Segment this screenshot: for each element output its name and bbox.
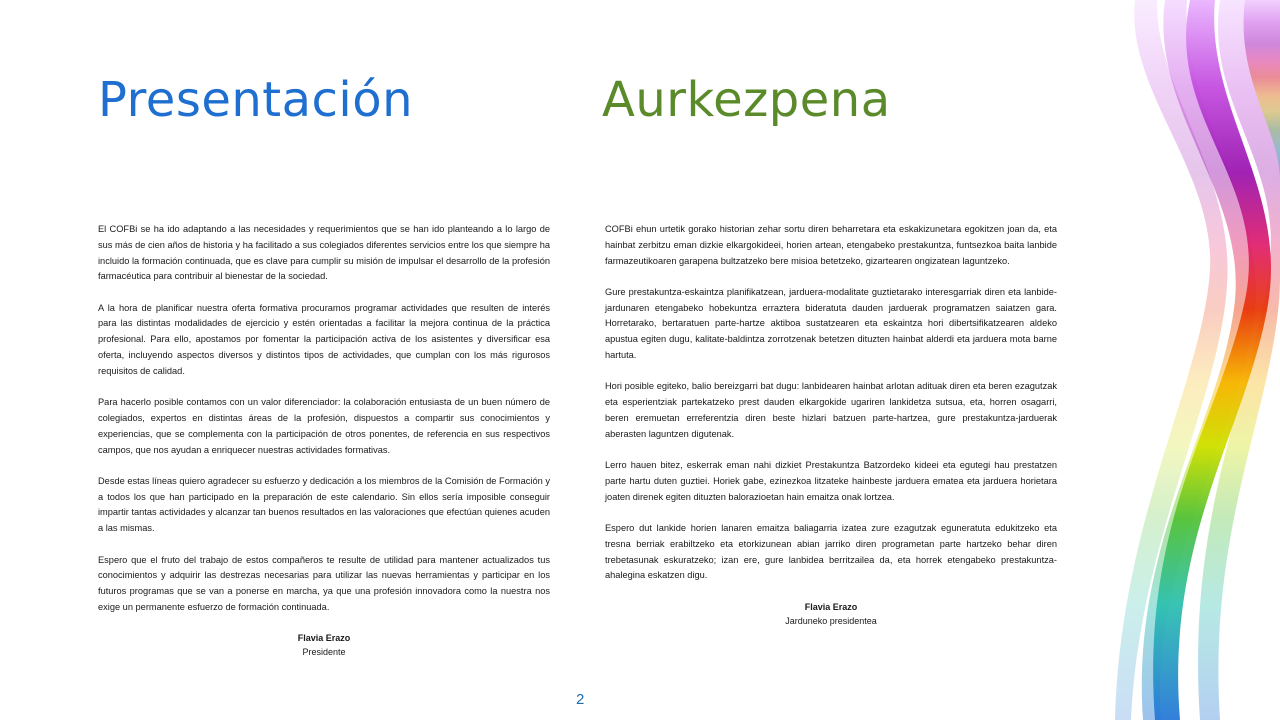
signature-block <box>98 631 550 659</box>
basque-column <box>605 222 1057 628</box>
paragraph: Para hacerlo posible contamos con un valor diferenciador: la colaboración entusiasta de un buen número de colegiados, expertos en distintas áreas de la profesión, dispuestos a compartir sus conocimientos y experiencias, que se complementa con la participación de otros ponentes, de referencia en sus respectivos campos, que nos ayudan a enriquecer nuestras actividades formativas. <box>98 397 550 455</box>
signature-name: Flavia Erazo <box>804 601 858 612</box>
paragraph: El COFBi se ha ido adaptando a las necesidades y requerimientos que se han ido planteando a lo largo de sus más de cien años de historia y ha facilitado a sus colegiados diferentes servicios entre los que siempre ha incluido la formación continuada, que es clave para cumplir su misión de impulsar el desarrollo de la profesión farmacéutica para contribuir al bienestar de la sociedad. <box>98 224 550 282</box>
rainbow-ribbon-decoration-icon <box>1095 0 1280 720</box>
signature-role: Presidente <box>302 647 346 658</box>
page-title-basque: Aurkezpena <box>602 72 891 128</box>
signature-name: Flavia Erazo <box>297 633 351 644</box>
paragraph: Hori posible egiteko, balio bereizgarri bat dugu: lanbidearen hainbat arlotan adituak diren eta beren ezagutzak eta esperientziak partekatzeko prest dauden elkargokide ugariren lankidetza sutsua, eta, horren osagarri, beren eremuetan erreferentzia diren beste hizlari batzuen parte-hartzea, gure prestakuntza-jarduerak aberasten laguntzen digutenak. <box>605 381 1057 439</box>
page-title-spanish: Presentación <box>98 72 414 128</box>
spanish-column <box>98 222 550 659</box>
paragraph: A la hora de planificar nuestra oferta formativa procuramos programar actividades que resulten de interés para las distintas modalidades de ejercicio y estén orientadas a facilitar la mejora continua de la práctica profesional. Para ello, apostamos por fomentar la participación activa de los asistentes y diversificar esa oferta, incluyendo aspectos diversos y distintos tipos de actividades, que cumplan con los más rigurosos requisitos de calidad. <box>98 302 550 376</box>
paragraph: Espero que el fruto del trabajo de estos compañeros te resulte de utilidad para mantener actualizados tus conocimientos y adquirir las destrezas necesarias para utilizar las nuevas herramientas y participar en los futuros programas que se van a ponerse en marcha, ya que una profesión innovadora como la nuestra nos exige un permanente esfuerzo de formación continuada. <box>98 554 550 612</box>
signature-block <box>605 600 1057 628</box>
signature-role: Jarduneko presidentea <box>785 615 877 626</box>
paragraph: Espero dut lankide horien lanaren emaitza baliagarria izatea zure ezagutzak eguneratuta edukitzeko eta tresna berriak erabiltzeko eta etorkizunean abian jarriko diren programetan parte hartzeko behar diren trebetasunak eskuratzeko; izan ere, gure lanbidea berritzailea da, eta horrek etengabeko prestakuntza-ahalegina eskatzen digu. <box>605 522 1057 581</box>
page-number: 2 <box>576 691 585 708</box>
paragraph: Lerro hauen bitez, eskerrak eman nahi dizkiet Prestakuntza Batzordeko kideei eta egutegi hau prestatzen parte hartu duten guztiei. Horiek gabe, ezinezkoa litzateke hainbeste jarduera ematea eta jarduera horietara joaten direnek egiten dituzten balorazioetan hain emaitza onak lortzea. <box>605 460 1057 502</box>
paragraph: Gure prestakuntza-eskaintza planifikatzean, jarduera-modalitate guztietarako interesgarriak diren eta lanbide-jardunaren etengabeko hobekuntza erraztera bideratuta dauden jarduerak programatzen saiatzen gara. Horretarako, bertaratuen parte-hartze aktiboa sustatzearen eta eskaintza hori dibertsifikatzearen aldeko apustua egiten dugu, kalitate-baldintza zorrotzenak betetzen dituzten hainbat alderdi eta jarduera mota barne hartuta. <box>605 286 1057 361</box>
paragraph: COFBi ehun urtetik gorako historian zehar sortu diren beharretara eta eskakizunetara egokitzen joan da, eta hainbat zerbitzu eman dizkie elkargokideei, horien artean, etengabeko prestakuntza, funtsezkoa baita lanbide farmazeutikoaren garapena bultzatzeko bere misioa betetzeko, gizartearen ongizatean laguntzeko. <box>605 224 1057 266</box>
paragraph: Desde estas líneas quiero agradecer su esfuerzo y dedicación a los miembros de la Comisión de Formación y a todos los que han participado en la preparación de este calendario. Sin ellos sería imposible conseguir impartir tantas actividades y alcanzar tan buenos resultados en las valoraciones que efectúan quienes acuden a las mismas. <box>98 475 550 534</box>
